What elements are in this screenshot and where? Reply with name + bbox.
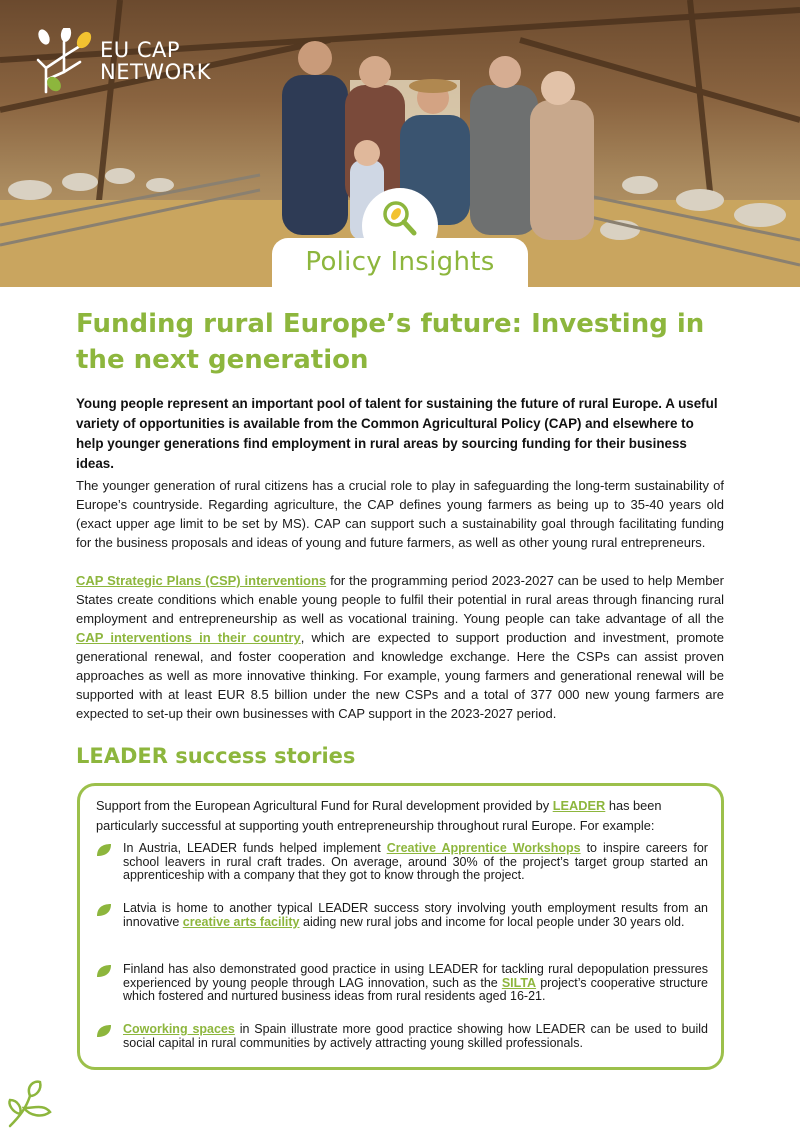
eu-cap-network-logo[interactable] bbox=[34, 28, 211, 94]
creative-apprentice-workshops-link[interactable]: Creative Apprentice Workshops bbox=[386, 841, 581, 855]
leader-link[interactable]: LEADER bbox=[552, 798, 606, 813]
leaf-bullet-icon bbox=[96, 903, 112, 917]
sprout-decoration-icon bbox=[6, 1078, 56, 1128]
list-item bbox=[96, 963, 708, 1004]
body-paragraph-2-text-a: for the programming period 2023-2027 can be used to help Member States create conditions which enable young people to fulfil their potential in rural areas through financing rural employment and entrepreneurship as well as vocational training. Young people can take advantage of all the bbox=[76, 573, 724, 626]
bullet-2-pre: Latvia is home to another typical LEADER success story involving youth employment results from an innovative bbox=[123, 901, 708, 929]
logo-line-2: NETWORK bbox=[100, 60, 211, 84]
logo-text bbox=[100, 39, 211, 83]
leaf-bullet-icon bbox=[96, 1024, 112, 1038]
body-paragraph-2 bbox=[76, 571, 724, 723]
section-title-leader: LEADER success stories bbox=[76, 744, 356, 768]
coworking-spaces-link[interactable]: Coworking spaces bbox=[123, 1022, 235, 1036]
cap-interventions-country-link[interactable]: CAP interventions in their country bbox=[76, 630, 301, 645]
page-title: Funding rural Europe’s future: Investing in the next generation bbox=[76, 309, 705, 375]
body-paragraph-1: The younger generation of rural citizens has a crucial role to play in safeguarding the long-term sustainability of Europe’s countryside. Regarding agriculture, the CAP defines young farmers as being up to 35-40 years old (exact upper age limit to be set by MS). CAP can support such a sustainability goal through facilitating funding for the business proposals and ideas of young and future farmers, as well as other young rural entrepreneurs. bbox=[76, 478, 724, 550]
list-item bbox=[96, 842, 708, 883]
csp-interventions-link[interactable]: CAP Strategic Plans (CSP) interventions bbox=[76, 573, 327, 588]
lead-paragraph: Young people represent an important pool of talent for sustaining the future of rural Europe. A useful variety of opportunities is available from the Common Agricultural Policy (CAP) and elsewhere to help younger generations find employment in rural areas by sourcing funding for their business ideas. bbox=[76, 396, 718, 471]
body-paragraph-2-text-b: , which are expected to support production and investment, promote generational renewal, and foster cooperation and knowledge exchange. Here the CSPs can assist proven approaches as well as more innovative thinking. For example, young farmers and generational renewal will be supported with at least EUR 8.5 billion under the new CSPs and a total of 377 000 new young farmers are expected to set-up their own businesses with CAP support in the 2023-2027 period. bbox=[76, 630, 725, 721]
leaf-bullet-icon bbox=[96, 843, 112, 857]
leaf-bullet-icon bbox=[96, 964, 112, 978]
bullet-3-post: project’s cooperative structure which fostered and nurtured business ideas from rural residents aged 16-21. bbox=[123, 975, 708, 1004]
bullet-2-post: aiding new rural jobs and income for local people under 30 years old. bbox=[299, 914, 685, 929]
box-intro bbox=[96, 796, 708, 835]
policy-insights-label: Policy Insights bbox=[305, 247, 495, 277]
list-item bbox=[96, 902, 708, 929]
box-intro-pre: Support from the European Agricultural Fund for Rural development provided by bbox=[96, 798, 553, 813]
list-item bbox=[96, 1023, 708, 1050]
bullet-4-post: in Spain illustrate more good practice showing how LEADER can be used to build social capital in rural communities by actively attracting young skilled professionals. bbox=[123, 1022, 708, 1050]
logo-line-1: EU CAP bbox=[100, 38, 181, 62]
bullet-1-pre: In Austria, LEADER funds helped implement bbox=[123, 841, 387, 855]
creative-arts-facility-link[interactable]: creative arts facility bbox=[182, 914, 300, 929]
bullet-3-pre: Finland has also demonstrated good practice in using LEADER for tackling rural depopulation pressures experienced by young people through LAG innovation, such as the bbox=[123, 962, 708, 990]
magnifier-leaf-icon bbox=[380, 198, 420, 238]
silta-link[interactable]: SILTA bbox=[501, 975, 537, 990]
bullet-1-post: to inspire careers for school leavers in rural craft trades. On average, around 30% of the project’s target group started an apprenticeship with a company that they got to know through the project. bbox=[123, 841, 708, 883]
sprout-logo-icon bbox=[34, 28, 94, 94]
box-intro-post: has been particularly successful at supporting youth entrepreneurship throughout rural Europe. For example: bbox=[96, 798, 662, 833]
